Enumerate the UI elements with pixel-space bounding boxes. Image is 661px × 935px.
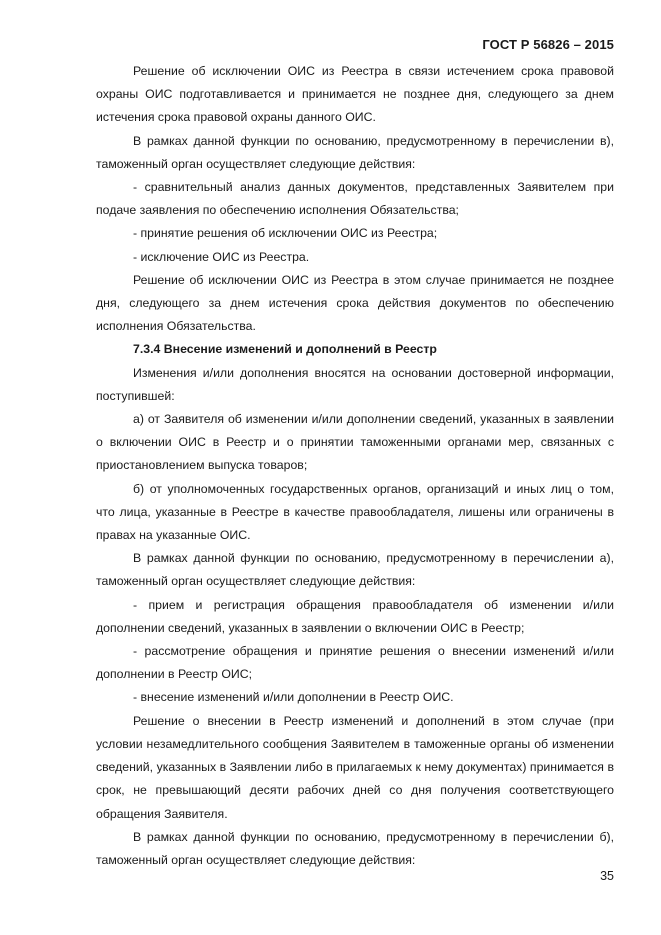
paragraph: В рамках данной функции по основанию, предусмотренному в перечислении в), таможенный орган осуществляет следующие действия: [96, 133, 614, 171]
document-body [96, 60, 614, 872]
list-item: б) от уполномоченных государственных органов, организаций и иных лиц о том, что лица, указанные в Реестре в качестве правообладателя, лишены или ограничены в правах на указанные ОИС. [96, 481, 614, 543]
paragraph: В рамках данной функции по основанию, предусмотренному в перечислении а), таможенный орган осуществляет следующие действия: [96, 551, 614, 589]
list-item: - внесение изменений и/или дополнении в Реестр ОИС. [133, 690, 454, 705]
document-header: ГОСТ Р 56826 – 2015 [482, 37, 614, 52]
section-heading: 7.3.4 Внесение изменений и дополнений в Реестр [133, 342, 437, 357]
list-item: - рассмотрение обращения и принятие решения о внесении изменений и/или дополнении в Реестр ОИС; [96, 644, 614, 682]
paragraph: Решение об исключении ОИС из Реестра в этом случае принимается не позднее дня, следующего за днем истечения срока действия документов по обеспечению исполнения Обязательства. [96, 272, 614, 334]
page-number: 35 [600, 869, 614, 883]
list-item: - исключение ОИС из Реестра. [133, 249, 310, 264]
paragraph: Изменения и/или дополнения вносятся на основании достоверной информации, поступившей: [96, 365, 614, 403]
paragraph: В рамках данной функции по основанию, предусмотренному в перечислении б), таможенный орган осуществляет следующие действия: [96, 829, 614, 867]
paragraph: Решение об исключении ОИС из Реестра в связи истечением срока правовой охраны ОИС подготавливается и принимается не позднее дня, следующего за днем истечения срока правовой охраны данного ОИС. [96, 64, 614, 125]
list-item: - сравнительный анализ данных документов, представленных Заявителем при подаче заявления по обеспечению исполнения Обязательства; [96, 180, 614, 218]
list-item: - прием и регистрация обращения правообладателя об изменении и/или дополнении сведений, указанных в заявлении о включении ОИС в Реестр; [96, 597, 614, 635]
list-item: - принятие решения об исключении ОИС из Реестра; [133, 226, 438, 241]
paragraph: Решение о внесении в Реестр изменений и дополнений в этом случае (при условии незамедлительного сообщения Заявителем в таможенные органы об изменении сведений, указанных в Заявлении либо в прилагаемых к нему документах) принимается в срок, не превышающий десяти рабочих дней со дня получения соответствующего обращения Заявителя. [96, 713, 614, 821]
list-item: а) от Заявителя об изменении и/или дополнении сведений, указанных в заявлении о включении ОИС в Реестр и о принятии таможенными органами мер, связанных с приостановлением выпуска товаров; [96, 412, 614, 473]
